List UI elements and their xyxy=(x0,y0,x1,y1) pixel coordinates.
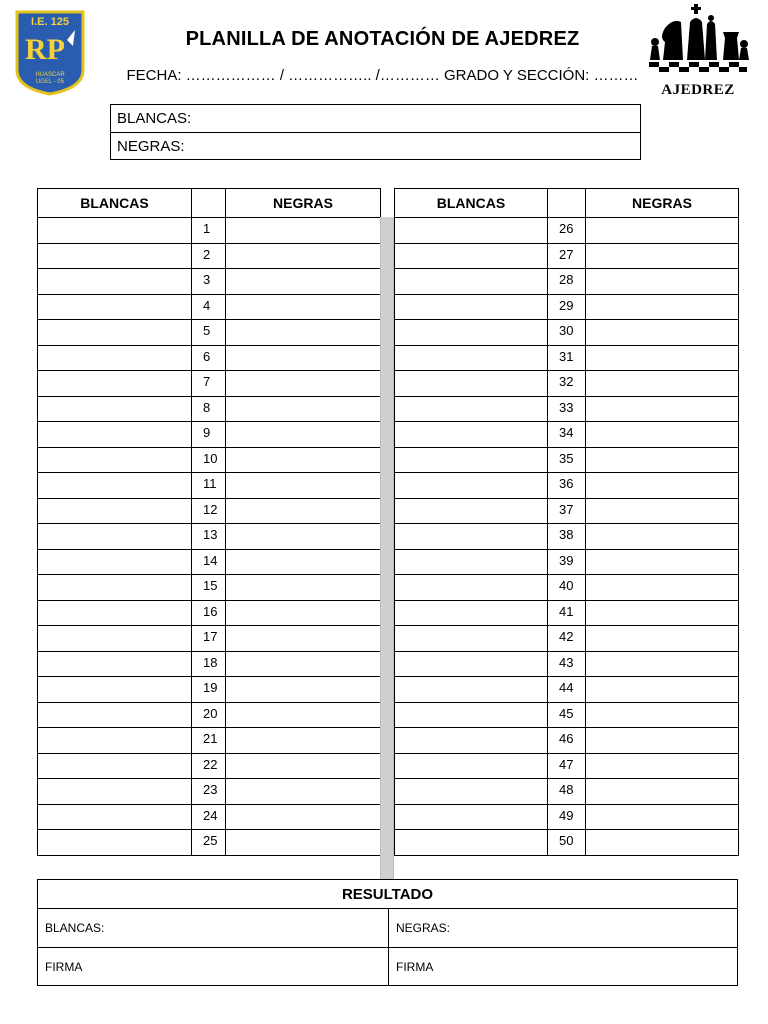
white-player-field[interactable]: BLANCAS: xyxy=(117,110,192,127)
move-row xyxy=(38,524,381,550)
move-number: 10 xyxy=(192,447,226,473)
move-row xyxy=(395,218,739,244)
white-move-cell[interactable] xyxy=(38,218,192,244)
white-move-cell[interactable] xyxy=(38,422,192,448)
white-move-cell[interactable] xyxy=(38,396,192,422)
black-player-field[interactable]: NEGRAS: xyxy=(111,132,640,159)
move-number: 27 xyxy=(548,243,586,269)
move-row xyxy=(395,498,739,524)
move-number: 43 xyxy=(548,651,586,677)
move-number: 41 xyxy=(548,600,586,626)
black-move-cell[interactable] xyxy=(586,728,739,754)
black-move-cell[interactable] xyxy=(586,320,739,346)
move-number: 26 xyxy=(548,218,586,244)
move-number: 28 xyxy=(548,269,586,295)
black-move-cell[interactable] xyxy=(226,728,381,754)
move-number: 21 xyxy=(192,728,226,754)
table-divider xyxy=(380,217,394,879)
move-row xyxy=(395,702,739,728)
move-row xyxy=(395,524,739,550)
white-move-cell[interactable] xyxy=(395,218,548,244)
white-move-cell[interactable] xyxy=(38,600,192,626)
white-column-header: BLANCAS xyxy=(395,189,548,218)
move-number: 23 xyxy=(192,779,226,805)
white-move-cell[interactable] xyxy=(38,498,192,524)
black-move-cell[interactable] xyxy=(226,779,381,805)
move-row xyxy=(395,804,739,830)
move-number: 40 xyxy=(548,575,586,601)
black-signature-field[interactable]: FIRMA xyxy=(388,948,737,985)
black-move-cell[interactable] xyxy=(226,804,381,830)
move-number: 47 xyxy=(548,753,586,779)
move-number: 17 xyxy=(192,626,226,652)
move-number: 9 xyxy=(192,422,226,448)
white-move-cell[interactable] xyxy=(38,473,192,499)
svg-text:RP: RP xyxy=(25,33,65,66)
move-number: 6 xyxy=(192,345,226,371)
white-move-cell[interactable] xyxy=(395,677,548,703)
move-number: 7 xyxy=(192,371,226,397)
move-number: 8 xyxy=(192,396,226,422)
move-row xyxy=(395,728,739,754)
black-move-cell[interactable] xyxy=(586,345,739,371)
white-move-cell[interactable] xyxy=(38,779,192,805)
move-row xyxy=(38,549,381,575)
move-number: 31 xyxy=(548,345,586,371)
move-number: 46 xyxy=(548,728,586,754)
move-number: 19 xyxy=(192,677,226,703)
white-move-cell[interactable] xyxy=(395,524,548,550)
page-title: PLANILLA DE ANOTACIÓN DE AJEDREZ xyxy=(185,28,580,50)
white-move-cell[interactable] xyxy=(38,524,192,550)
black-move-cell[interactable] xyxy=(586,804,739,830)
black-move-cell[interactable] xyxy=(226,651,381,677)
move-row xyxy=(38,753,381,779)
white-move-cell[interactable] xyxy=(38,549,192,575)
black-move-cell[interactable] xyxy=(586,269,739,295)
move-number: 24 xyxy=(192,804,226,830)
players-box xyxy=(110,104,641,160)
chess-logo-label: AJEDREZ xyxy=(661,82,735,98)
black-move-cell[interactable] xyxy=(586,218,739,244)
white-move-cell[interactable] xyxy=(38,294,192,320)
white-move-cell[interactable] xyxy=(38,728,192,754)
black-move-cell[interactable] xyxy=(226,473,381,499)
black-move-cell[interactable] xyxy=(586,779,739,805)
move-row xyxy=(395,575,739,601)
move-number: 4 xyxy=(192,294,226,320)
result-white-field[interactable]: BLANCAS: xyxy=(45,921,105,935)
move-number: 33 xyxy=(548,396,586,422)
white-move-cell[interactable] xyxy=(395,243,548,269)
black-move-cell[interactable] xyxy=(226,600,381,626)
black-move-cell[interactable] xyxy=(226,830,381,856)
move-row xyxy=(38,396,381,422)
move-number: 29 xyxy=(548,294,586,320)
white-column-header: BLANCAS xyxy=(38,189,192,218)
move-number: 13 xyxy=(192,524,226,550)
black-column-header: NEGRAS xyxy=(586,189,739,218)
move-number: 45 xyxy=(548,702,586,728)
move-number: 42 xyxy=(548,626,586,652)
move-number: 5 xyxy=(192,320,226,346)
move-row xyxy=(38,779,381,805)
move-row xyxy=(395,447,739,473)
black-move-cell[interactable] xyxy=(226,269,381,295)
white-move-cell[interactable] xyxy=(395,396,548,422)
move-number: 20 xyxy=(192,702,226,728)
move-number: 22 xyxy=(192,753,226,779)
move-row xyxy=(395,600,739,626)
move-number: 32 xyxy=(548,371,586,397)
black-move-cell[interactable] xyxy=(586,371,739,397)
move-number: 34 xyxy=(548,422,586,448)
move-row xyxy=(38,243,381,269)
black-move-cell[interactable] xyxy=(586,626,739,652)
move-row xyxy=(38,600,381,626)
move-number: 15 xyxy=(192,575,226,601)
move-number: 25 xyxy=(192,830,226,856)
move-row xyxy=(38,830,381,856)
move-row xyxy=(395,243,739,269)
white-move-cell[interactable] xyxy=(38,320,192,346)
white-move-cell[interactable] xyxy=(395,294,548,320)
move-row xyxy=(395,677,739,703)
move-number: 14 xyxy=(192,549,226,575)
move-row xyxy=(38,575,381,601)
move-number: 2 xyxy=(192,243,226,269)
black-move-cell[interactable] xyxy=(586,677,739,703)
move-row xyxy=(395,549,739,575)
move-row xyxy=(38,804,381,830)
move-row xyxy=(395,269,739,295)
white-move-cell[interactable] xyxy=(38,269,192,295)
move-row xyxy=(38,473,381,499)
move-number-header xyxy=(192,189,226,218)
black-move-cell[interactable] xyxy=(586,651,739,677)
black-move-cell[interactable] xyxy=(586,600,739,626)
move-row xyxy=(38,422,381,448)
move-row xyxy=(395,371,739,397)
black-move-cell[interactable] xyxy=(226,320,381,346)
move-row xyxy=(38,498,381,524)
white-move-cell[interactable] xyxy=(395,549,548,575)
move-number: 30 xyxy=(548,320,586,346)
black-move-cell[interactable] xyxy=(586,243,739,269)
move-row xyxy=(395,753,739,779)
school-badge-logo xyxy=(15,10,85,96)
black-move-cell[interactable] xyxy=(226,753,381,779)
move-row xyxy=(38,320,381,346)
move-row xyxy=(395,473,739,499)
white-move-cell[interactable] xyxy=(395,269,548,295)
black-move-cell[interactable] xyxy=(226,294,381,320)
move-row xyxy=(38,626,381,652)
result-title: RESULTADO xyxy=(38,880,737,909)
moves-table-right xyxy=(394,188,739,856)
move-number: 35 xyxy=(548,447,586,473)
white-move-cell[interactable] xyxy=(395,753,548,779)
move-row xyxy=(395,626,739,652)
move-number: 38 xyxy=(548,524,586,550)
move-number: 37 xyxy=(548,498,586,524)
move-row xyxy=(395,779,739,805)
move-row xyxy=(38,728,381,754)
move-row xyxy=(38,677,381,703)
result-section xyxy=(37,879,738,986)
result-black-field[interactable]: NEGRAS: xyxy=(388,909,737,947)
black-move-cell[interactable] xyxy=(226,702,381,728)
white-move-cell[interactable] xyxy=(395,702,548,728)
white-move-cell[interactable] xyxy=(395,651,548,677)
svg-text:HUASCAR: HUASCAR xyxy=(35,72,65,78)
move-number: 36 xyxy=(548,473,586,499)
black-move-cell[interactable] xyxy=(226,549,381,575)
white-move-cell[interactable] xyxy=(395,473,548,499)
white-move-cell[interactable] xyxy=(38,702,192,728)
black-move-cell[interactable] xyxy=(226,345,381,371)
move-row xyxy=(38,345,381,371)
move-number: 3 xyxy=(192,269,226,295)
move-row xyxy=(395,830,739,856)
move-row xyxy=(395,345,739,371)
white-move-cell[interactable] xyxy=(38,575,192,601)
black-move-cell[interactable] xyxy=(226,575,381,601)
move-number: 50 xyxy=(548,830,586,856)
black-move-cell[interactable] xyxy=(586,830,739,856)
move-row xyxy=(395,422,739,448)
black-move-cell[interactable] xyxy=(226,422,381,448)
move-number: 39 xyxy=(548,549,586,575)
black-column-header: NEGRAS xyxy=(226,189,381,218)
white-move-cell[interactable] xyxy=(395,498,548,524)
white-move-cell[interactable] xyxy=(38,345,192,371)
move-number: 18 xyxy=(192,651,226,677)
white-move-cell[interactable] xyxy=(395,422,548,448)
svg-text:I.E. 125: I.E. 125 xyxy=(31,16,69,28)
black-move-cell[interactable] xyxy=(586,575,739,601)
move-number: 1 xyxy=(192,218,226,244)
black-move-cell[interactable] xyxy=(226,626,381,652)
move-row xyxy=(395,294,739,320)
move-row xyxy=(38,651,381,677)
move-row xyxy=(395,651,739,677)
move-row xyxy=(38,269,381,295)
white-move-cell[interactable] xyxy=(395,575,548,601)
black-move-cell[interactable] xyxy=(226,371,381,397)
black-move-cell[interactable] xyxy=(226,243,381,269)
move-number: 12 xyxy=(192,498,226,524)
black-move-cell[interactable] xyxy=(586,473,739,499)
white-move-cell[interactable] xyxy=(38,626,192,652)
black-move-cell[interactable] xyxy=(226,396,381,422)
white-move-cell[interactable] xyxy=(38,677,192,703)
white-move-cell[interactable] xyxy=(38,753,192,779)
black-move-cell[interactable] xyxy=(226,677,381,703)
move-number-header xyxy=(548,189,586,218)
black-move-cell[interactable] xyxy=(586,549,739,575)
white-move-cell[interactable] xyxy=(395,447,548,473)
move-number: 16 xyxy=(192,600,226,626)
move-row xyxy=(38,447,381,473)
move-row xyxy=(395,396,739,422)
white-move-cell[interactable] xyxy=(395,320,548,346)
moves-table-left xyxy=(37,188,381,856)
black-move-cell[interactable] xyxy=(586,294,739,320)
white-move-cell[interactable] xyxy=(38,447,192,473)
move-row xyxy=(395,320,739,346)
move-number: 44 xyxy=(548,677,586,703)
black-move-cell[interactable] xyxy=(586,753,739,779)
white-move-cell[interactable] xyxy=(38,830,192,856)
black-move-cell[interactable] xyxy=(586,422,739,448)
black-move-cell[interactable] xyxy=(586,524,739,550)
white-move-cell[interactable] xyxy=(38,243,192,269)
white-move-cell[interactable] xyxy=(395,371,548,397)
white-move-cell[interactable] xyxy=(38,804,192,830)
date-grade-line: FECHA: ……………… / …………….. /………… GRADO Y SECCIÓN: ……… xyxy=(126,67,639,84)
white-move-cell[interactable] xyxy=(395,345,548,371)
white-move-cell[interactable] xyxy=(38,651,192,677)
move-row xyxy=(38,702,381,728)
move-row xyxy=(38,371,381,397)
white-move-cell[interactable] xyxy=(395,626,548,652)
white-move-cell[interactable] xyxy=(395,804,548,830)
white-move-cell[interactable] xyxy=(38,371,192,397)
black-move-cell[interactable] xyxy=(226,498,381,524)
move-number: 11 xyxy=(192,473,226,499)
black-move-cell[interactable] xyxy=(226,524,381,550)
move-row xyxy=(38,218,381,244)
white-move-cell[interactable] xyxy=(395,728,548,754)
move-number: 48 xyxy=(548,779,586,805)
white-move-cell[interactable] xyxy=(395,600,548,626)
black-move-cell[interactable] xyxy=(586,447,739,473)
white-move-cell[interactable] xyxy=(395,830,548,856)
black-move-cell[interactable] xyxy=(226,218,381,244)
white-signature-field[interactable]: FIRMA xyxy=(45,960,83,974)
black-move-cell[interactable] xyxy=(586,396,739,422)
move-row xyxy=(38,294,381,320)
white-move-cell[interactable] xyxy=(395,779,548,805)
svg-text:UGEL - 05: UGEL - 05 xyxy=(35,79,65,85)
black-move-cell[interactable] xyxy=(226,447,381,473)
black-move-cell[interactable] xyxy=(586,702,739,728)
move-number: 49 xyxy=(548,804,586,830)
black-move-cell[interactable] xyxy=(586,498,739,524)
